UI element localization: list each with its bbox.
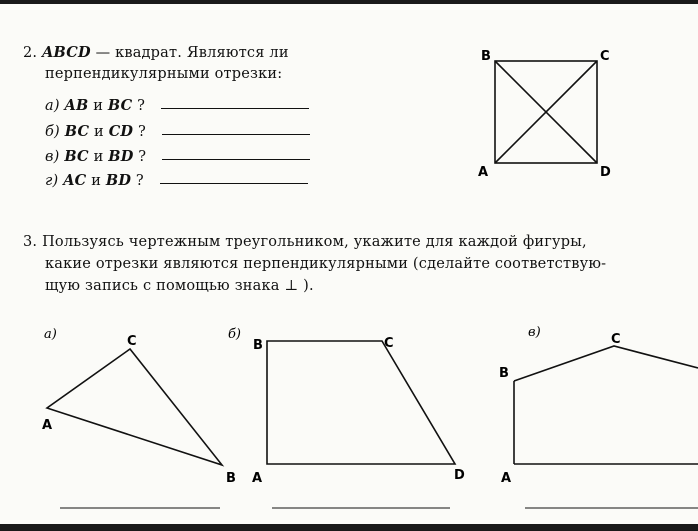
question-mark: ?	[133, 149, 147, 165]
segment-2: BD	[108, 148, 134, 165]
conj: и	[86, 173, 106, 189]
polyline-abc	[514, 346, 698, 381]
perpendicular-symbol: ⊥	[284, 278, 299, 294]
conj: и	[88, 98, 108, 114]
figure-b-vertex-d: D	[454, 468, 465, 483]
segment-1: AC	[63, 172, 87, 189]
task2-number: 2.	[23, 45, 38, 61]
figure-c-vertex-b: B	[499, 366, 509, 381]
segment-2: CD	[108, 123, 134, 140]
figure-c-vertex-a: A	[501, 471, 512, 486]
figures-canvas	[0, 4, 698, 524]
vertex-label-a: A	[478, 165, 489, 180]
textbook-page	[0, 4, 698, 524]
conj: и	[89, 124, 109, 140]
figure-b-vertex-a: A	[252, 471, 263, 486]
figure-a-vertex-b: B	[226, 471, 236, 486]
question-mark: ?	[133, 124, 146, 140]
figure-b-vertex-c: C	[384, 336, 394, 351]
task3-text-3-end: ).	[298, 278, 314, 294]
task2-statement: — квадрат. Являются ли	[90, 45, 289, 61]
question-mark: ?	[132, 98, 146, 114]
item-letter: б)	[45, 124, 60, 140]
segment-2: BC	[107, 97, 133, 114]
figure-b-vertex-b: B	[253, 338, 263, 353]
task3-text-3: щую запись с помощью знака	[45, 278, 285, 294]
vertex-label-d: D	[600, 165, 611, 180]
task3-number: 3.	[23, 234, 38, 250]
quadrilateral-abcd	[267, 341, 455, 464]
figure-c-vertex-c: C	[611, 332, 621, 347]
segment-2: BD	[105, 172, 132, 189]
segment-1: BC	[64, 123, 90, 140]
task3-text-1: Пользуясь чертежным треугольником, укажите для каждой фигуры,	[42, 234, 587, 250]
figure-c-letter: в)	[528, 325, 541, 340]
item-letter: в)	[45, 149, 60, 165]
figure-a-vertex-c: C	[127, 334, 137, 349]
question-mark: ?	[131, 173, 144, 189]
vertex-label-c: C	[600, 49, 610, 64]
segment-1: BC	[64, 148, 89, 165]
vertex-label-b: B	[481, 49, 491, 64]
figure-a-letter: а)	[44, 327, 57, 342]
task2-line2: перпендикулярными отрезки:	[45, 66, 283, 82]
triangle-abc	[47, 349, 222, 465]
task3-line2: какие отрезки являются перпендикулярными (сделайте соответствую-	[45, 256, 607, 272]
item-letter: а)	[45, 98, 60, 114]
figure-a-vertex-a: A	[42, 418, 53, 433]
item-letter: г)	[45, 173, 59, 189]
segment-1: AB	[64, 97, 89, 114]
conj: и	[88, 149, 109, 165]
task2-subject: ABCD	[42, 44, 91, 61]
figure-b-letter: б)	[228, 327, 242, 342]
